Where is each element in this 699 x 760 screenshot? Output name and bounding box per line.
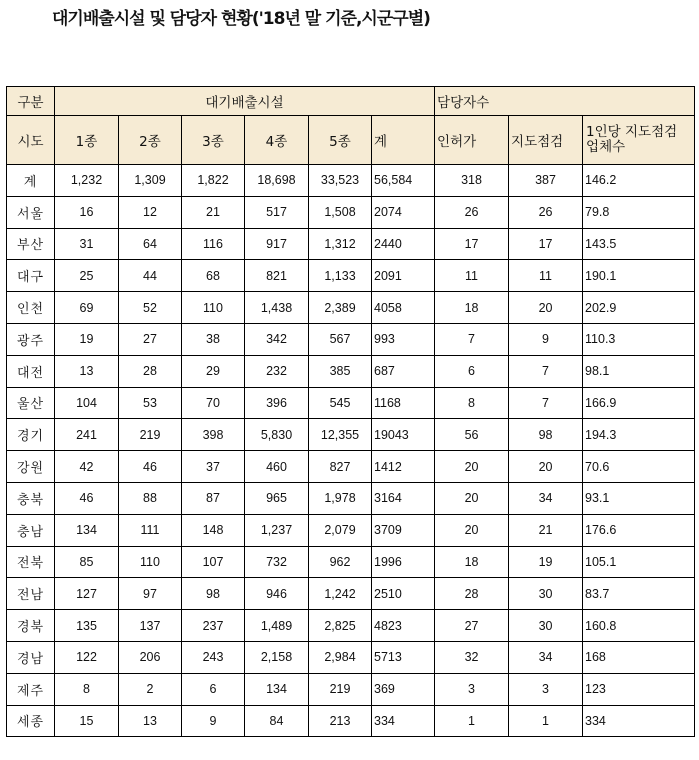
cell-class-2: 97	[119, 578, 182, 610]
cell-inspection: 20	[509, 451, 583, 483]
header-staff-group: 담당자수	[435, 87, 695, 116]
table-row	[7, 165, 695, 197]
cell-class-3: 70	[182, 387, 245, 419]
cell-total: 4058	[372, 292, 435, 324]
cell-class-1: 1,232	[55, 165, 119, 197]
cell-permit: 27	[435, 610, 509, 642]
cell-inspection: 387	[509, 165, 583, 197]
cell-sido: 경기	[7, 419, 55, 451]
cell-per-person: 79.8	[583, 196, 695, 228]
header-class-3: 3종	[182, 116, 245, 165]
table-body	[7, 87, 695, 737]
cell-class-5: 219	[309, 673, 372, 705]
cell-per-person: 202.9	[583, 292, 695, 324]
cell-per-person: 334	[583, 705, 695, 737]
header-class-4: 4종	[245, 116, 309, 165]
cell-total: 19043	[372, 419, 435, 451]
cell-per-person: 123	[583, 673, 695, 705]
cell-inspection: 11	[509, 260, 583, 292]
cell-inspection: 20	[509, 292, 583, 324]
cell-class-2: 1,309	[119, 165, 182, 197]
table-row	[7, 196, 695, 228]
cell-total: 369	[372, 673, 435, 705]
cell-inspection: 26	[509, 196, 583, 228]
cell-sido: 울산	[7, 387, 55, 419]
cell-class-3: 107	[182, 546, 245, 578]
cell-total: 1412	[372, 451, 435, 483]
cell-class-2: 137	[119, 610, 182, 642]
cell-class-1: 31	[55, 228, 119, 260]
cell-class-3: 87	[182, 482, 245, 514]
cell-inspection: 7	[509, 355, 583, 387]
table-row	[7, 705, 695, 737]
cell-total: 2510	[372, 578, 435, 610]
cell-class-2: 2	[119, 673, 182, 705]
cell-total: 334	[372, 705, 435, 737]
cell-class-3: 116	[182, 228, 245, 260]
cell-per-person: 168	[583, 641, 695, 673]
table-row	[7, 482, 695, 514]
cell-inspection: 9	[509, 323, 583, 355]
cell-inspection: 19	[509, 546, 583, 578]
cell-class-3: 37	[182, 451, 245, 483]
cell-class-4: 18,698	[245, 165, 309, 197]
cell-class-5: 2,389	[309, 292, 372, 324]
header-row-columns	[7, 116, 695, 165]
table-row	[7, 546, 695, 578]
cell-class-2: 27	[119, 323, 182, 355]
cell-class-4: 1,237	[245, 514, 309, 546]
cell-sido: 전북	[7, 546, 55, 578]
cell-inspection: 34	[509, 641, 583, 673]
cell-class-1: 104	[55, 387, 119, 419]
cell-sido: 서울	[7, 196, 55, 228]
cell-class-1: 16	[55, 196, 119, 228]
cell-class-1: 15	[55, 705, 119, 737]
cell-sido: 강원	[7, 451, 55, 483]
cell-class-5: 567	[309, 323, 372, 355]
cell-class-2: 110	[119, 546, 182, 578]
cell-permit: 20	[435, 482, 509, 514]
cell-class-1: 135	[55, 610, 119, 642]
cell-class-1: 122	[55, 641, 119, 673]
cell-sido: 충북	[7, 482, 55, 514]
cell-class-2: 28	[119, 355, 182, 387]
cell-class-5: 1,508	[309, 196, 372, 228]
cell-total: 1168	[372, 387, 435, 419]
cell-class-4: 1,489	[245, 610, 309, 642]
cell-class-2: 64	[119, 228, 182, 260]
cell-inspection: 21	[509, 514, 583, 546]
cell-class-4: 946	[245, 578, 309, 610]
cell-per-person: 105.1	[583, 546, 695, 578]
cell-class-2: 52	[119, 292, 182, 324]
table-row	[7, 355, 695, 387]
cell-class-3: 29	[182, 355, 245, 387]
cell-permit: 17	[435, 228, 509, 260]
cell-class-4: 2,158	[245, 641, 309, 673]
cell-class-4: 342	[245, 323, 309, 355]
cell-class-4: 732	[245, 546, 309, 578]
cell-class-1: 69	[55, 292, 119, 324]
cell-class-3: 68	[182, 260, 245, 292]
cell-class-1: 13	[55, 355, 119, 387]
cell-inspection: 17	[509, 228, 583, 260]
cell-class-2: 46	[119, 451, 182, 483]
cell-class-5: 2,079	[309, 514, 372, 546]
cell-class-3: 6	[182, 673, 245, 705]
table-row	[7, 419, 695, 451]
cell-inspection: 98	[509, 419, 583, 451]
cell-class-1: 19	[55, 323, 119, 355]
cell-per-person: 93.1	[583, 482, 695, 514]
cell-total: 1996	[372, 546, 435, 578]
table-row	[7, 323, 695, 355]
table-row	[7, 578, 695, 610]
cell-permit: 18	[435, 546, 509, 578]
table-row	[7, 641, 695, 673]
table-row	[7, 387, 695, 419]
cell-permit: 56	[435, 419, 509, 451]
cell-class-1: 127	[55, 578, 119, 610]
cell-class-5: 213	[309, 705, 372, 737]
cell-inspection: 1	[509, 705, 583, 737]
cell-per-person: 98.1	[583, 355, 695, 387]
cell-permit: 11	[435, 260, 509, 292]
cell-total: 3164	[372, 482, 435, 514]
table-row	[7, 260, 695, 292]
cell-sido: 충남	[7, 514, 55, 546]
table-row	[7, 673, 695, 705]
header-class-1: 1종	[55, 116, 119, 165]
cell-class-1: 241	[55, 419, 119, 451]
cell-class-4: 917	[245, 228, 309, 260]
cell-sido: 제주	[7, 673, 55, 705]
header-per-person: 1인당 지도점검 업체수	[583, 116, 695, 165]
cell-total: 993	[372, 323, 435, 355]
header-row-group	[7, 87, 695, 116]
table-row	[7, 292, 695, 324]
cell-total: 56,584	[372, 165, 435, 197]
cell-per-person: 190.1	[583, 260, 695, 292]
table-row	[7, 610, 695, 642]
cell-class-4: 84	[245, 705, 309, 737]
table-row	[7, 228, 695, 260]
header-class-5: 5종	[309, 116, 372, 165]
cell-permit: 8	[435, 387, 509, 419]
header-gubun: 구분	[7, 87, 55, 116]
cell-permit: 20	[435, 514, 509, 546]
cell-permit: 318	[435, 165, 509, 197]
cell-class-4: 1,438	[245, 292, 309, 324]
cell-sido: 세종	[7, 705, 55, 737]
cell-permit: 7	[435, 323, 509, 355]
cell-class-3: 243	[182, 641, 245, 673]
cell-total: 4823	[372, 610, 435, 642]
cell-class-2: 206	[119, 641, 182, 673]
cell-class-3: 398	[182, 419, 245, 451]
cell-class-5: 545	[309, 387, 372, 419]
header-inspection: 지도점검	[509, 116, 583, 165]
cell-class-5: 1,242	[309, 578, 372, 610]
header-facilities-group: 대기배출시설	[55, 87, 435, 116]
cell-class-3: 9	[182, 705, 245, 737]
cell-per-person: 194.3	[583, 419, 695, 451]
cell-class-5: 1,133	[309, 260, 372, 292]
cell-class-3: 110	[182, 292, 245, 324]
cell-per-person: 146.2	[583, 165, 695, 197]
header-class-2: 2종	[119, 116, 182, 165]
cell-class-2: 219	[119, 419, 182, 451]
cell-total: 2440	[372, 228, 435, 260]
cell-per-person: 70.6	[583, 451, 695, 483]
cell-permit: 1	[435, 705, 509, 737]
cell-per-person: 166.9	[583, 387, 695, 419]
cell-inspection: 34	[509, 482, 583, 514]
cell-class-2: 12	[119, 196, 182, 228]
cell-sido: 대전	[7, 355, 55, 387]
cell-per-person: 83.7	[583, 578, 695, 610]
cell-class-5: 12,355	[309, 419, 372, 451]
cell-permit: 6	[435, 355, 509, 387]
cell-class-3: 1,822	[182, 165, 245, 197]
cell-per-person: 143.5	[583, 228, 695, 260]
cell-sido: 부산	[7, 228, 55, 260]
cell-inspection: 7	[509, 387, 583, 419]
cell-class-5: 33,523	[309, 165, 372, 197]
cell-class-1: 8	[55, 673, 119, 705]
cell-class-5: 2,825	[309, 610, 372, 642]
cell-per-person: 110.3	[583, 323, 695, 355]
table-row	[7, 451, 695, 483]
cell-class-2: 13	[119, 705, 182, 737]
cell-permit: 18	[435, 292, 509, 324]
facilities-table	[6, 86, 695, 737]
cell-sido: 경남	[7, 641, 55, 673]
header-total: 계	[372, 116, 435, 165]
cell-class-3: 21	[182, 196, 245, 228]
cell-class-5: 1,312	[309, 228, 372, 260]
cell-per-person: 176.6	[583, 514, 695, 546]
cell-inspection: 3	[509, 673, 583, 705]
cell-sido: 계	[7, 165, 55, 197]
cell-class-2: 44	[119, 260, 182, 292]
cell-class-2: 111	[119, 514, 182, 546]
cell-permit: 26	[435, 196, 509, 228]
cell-total: 687	[372, 355, 435, 387]
cell-inspection: 30	[509, 610, 583, 642]
cell-class-5: 2,984	[309, 641, 372, 673]
cell-class-1: 42	[55, 451, 119, 483]
cell-class-5: 1,978	[309, 482, 372, 514]
cell-class-4: 232	[245, 355, 309, 387]
cell-class-2: 88	[119, 482, 182, 514]
cell-class-4: 5,830	[245, 419, 309, 451]
cell-class-4: 134	[245, 673, 309, 705]
cell-class-4: 965	[245, 482, 309, 514]
cell-class-1: 134	[55, 514, 119, 546]
cell-class-3: 148	[182, 514, 245, 546]
cell-inspection: 30	[509, 578, 583, 610]
header-sido: 시도	[7, 116, 55, 165]
cell-class-5: 385	[309, 355, 372, 387]
cell-class-4: 821	[245, 260, 309, 292]
cell-sido: 광주	[7, 323, 55, 355]
cell-permit: 32	[435, 641, 509, 673]
cell-sido: 대구	[7, 260, 55, 292]
cell-class-3: 237	[182, 610, 245, 642]
cell-class-5: 827	[309, 451, 372, 483]
cell-class-1: 85	[55, 546, 119, 578]
cell-class-4: 396	[245, 387, 309, 419]
cell-total: 2091	[372, 260, 435, 292]
cell-class-5: 962	[309, 546, 372, 578]
cell-class-3: 98	[182, 578, 245, 610]
cell-class-4: 460	[245, 451, 309, 483]
header-permit: 인허가	[435, 116, 509, 165]
cell-class-1: 46	[55, 482, 119, 514]
table-row	[7, 514, 695, 546]
cell-permit: 28	[435, 578, 509, 610]
cell-total: 3709	[372, 514, 435, 546]
cell-class-4: 517	[245, 196, 309, 228]
cell-sido: 전남	[7, 578, 55, 610]
page-title: 대기배출시설 및 담당자 현황('18년 말 기준,시군구별)	[52, 9, 430, 29]
cell-permit: 3	[435, 673, 509, 705]
cell-class-3: 38	[182, 323, 245, 355]
cell-class-2: 53	[119, 387, 182, 419]
cell-per-person: 160.8	[583, 610, 695, 642]
cell-sido: 경북	[7, 610, 55, 642]
cell-permit: 20	[435, 451, 509, 483]
cell-sido: 인천	[7, 292, 55, 324]
cell-total: 2074	[372, 196, 435, 228]
cell-class-1: 25	[55, 260, 119, 292]
cell-total: 5713	[372, 641, 435, 673]
